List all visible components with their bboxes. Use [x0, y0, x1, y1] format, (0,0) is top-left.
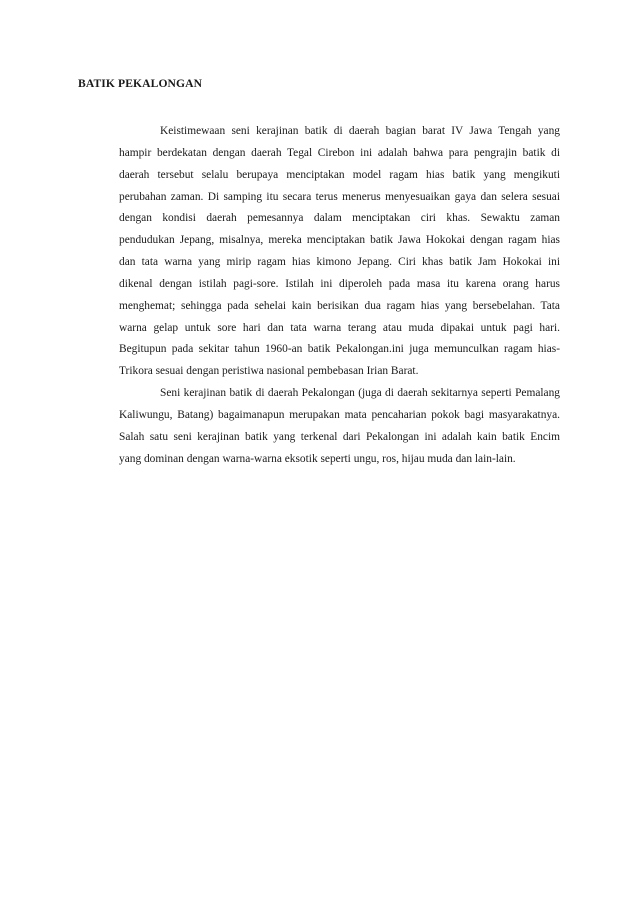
- paragraph-line: perubahan zaman. Di samping itu secara terus menerus menyesuaikan gaya dan selera sesuai: [119, 190, 560, 203]
- paragraph-1: [78, 121, 560, 383]
- paragraph-line: Salah satu seni kerajinan batik yang terkenal dari Pekalongan ini adalah kain batik Encim: [119, 430, 560, 443]
- body-text: [78, 121, 560, 471]
- paragraph-line: Trikora sesuai dengan peristiwa nasional pembebasan Irian Barat.: [119, 365, 419, 378]
- paragraph-line: Kaliwungu, Batang) bagaimanapun merupakan mata pencaharian pokok bagi masyarakatnya.: [119, 408, 560, 421]
- paragraph-line: pendudukan Jepang, misalnya, mereka menciptakan batik Jawa Hokokai dengan ragam hias: [119, 234, 560, 247]
- paragraph-line: daerah tersebut selalu berupaya menciptakan model ragam hias batik yang mengikuti: [119, 168, 560, 181]
- paragraph-2: [78, 383, 560, 470]
- paragraph-line: dan tata warna yang mirip ragam hias kimono Jepang. Ciri khas batik Jam Hokokai ini: [119, 256, 560, 269]
- paragraph-line: Keistimewaan seni kerajinan batik di daerah bagian barat IV Jawa Tengah yang: [160, 125, 560, 137]
- page-title: BATIK PEKALONGAN: [78, 77, 203, 90]
- paragraph-line: dengan kondisi daerah pemesannya dalam menciptakan ciri khas. Sewaktu zaman: [119, 212, 560, 225]
- paragraph-line: warna gelap untuk sore hari dan tata warna terang atau muda dipakai untuk pagi hari.: [119, 321, 560, 334]
- paragraph-line: menghemat; sehingga pada sehelai kain berisikan dua ragam hias yang bersebelahan. Tata: [119, 299, 560, 312]
- paragraph-line: Begitupun pada sekitar tahun 1960-an batik Pekalongan.ini juga memunculkan ragam hias-: [119, 343, 560, 356]
- paragraph-line: hampir berdekatan dengan daerah Tegal Cirebon ini adalah bahwa para pengrajin batik di: [119, 146, 560, 159]
- paragraph-line: Seni kerajinan batik di daerah Pekalongan (juga di daerah sekitarnya seperti Pemalang: [160, 387, 560, 400]
- paragraph-line: yang dominan dengan warna-warna eksotik seperti ungu, ros, hijau muda dan lain-lain.: [119, 452, 516, 465]
- paragraph-line: dikenal dengan istilah pagi-sore. Istilah ini diperoleh pada masa itu karena orang harus: [119, 277, 560, 290]
